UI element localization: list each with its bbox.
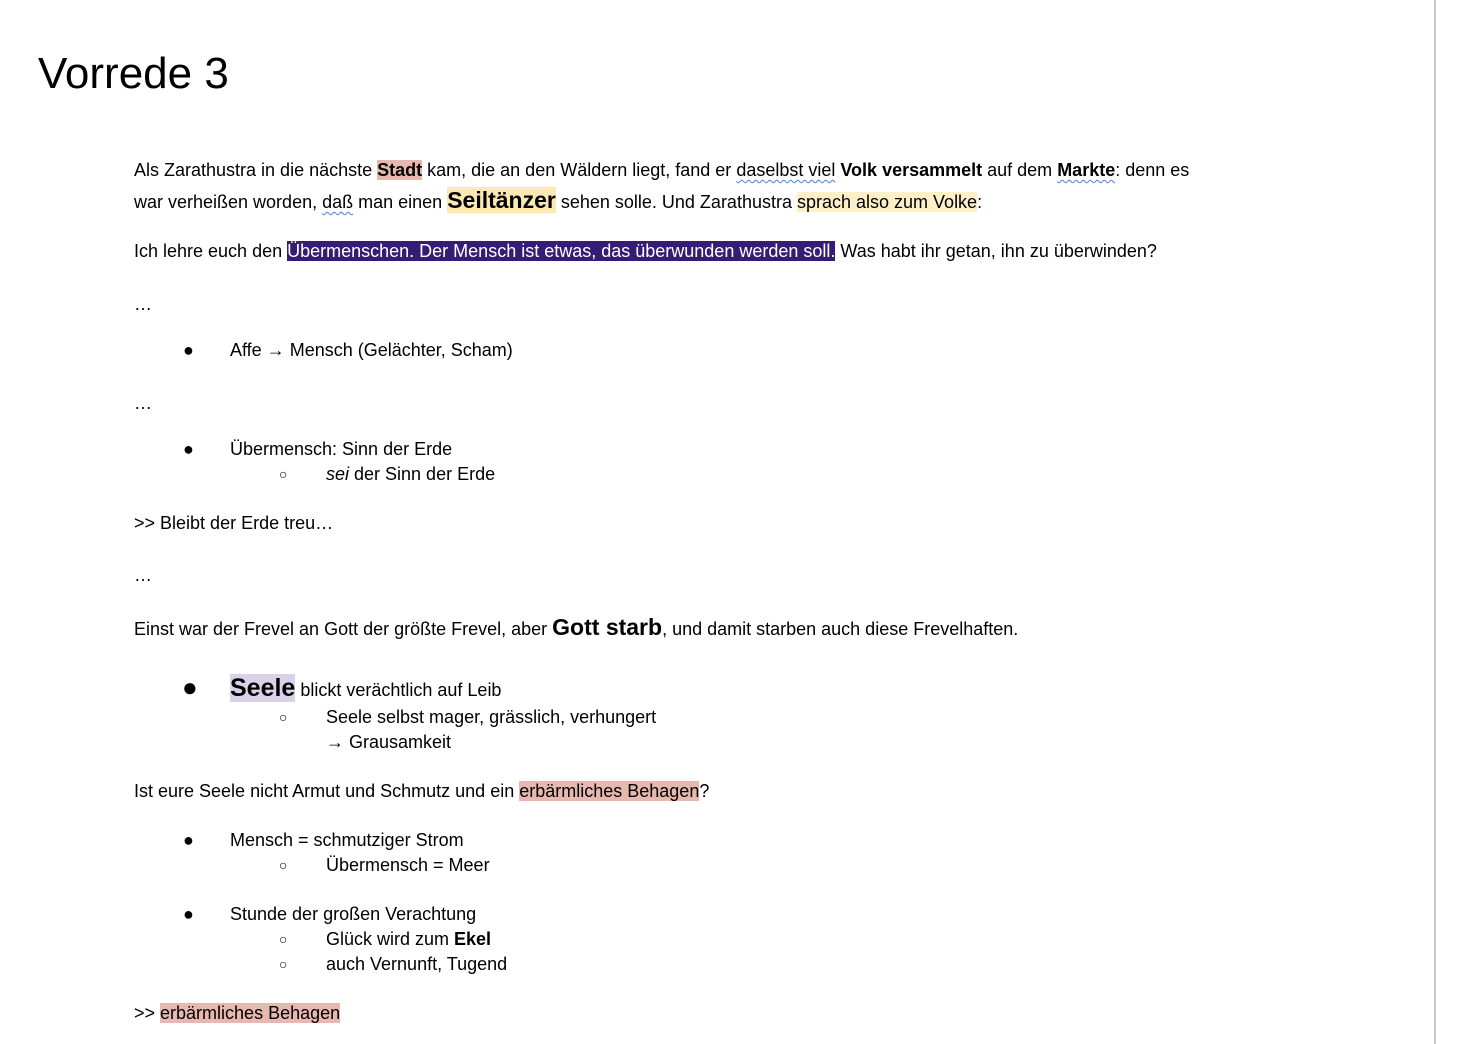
highlight-uebermenschen: Übermenschen. Der Mensch ist etwas, das überwunden werden soll. — [287, 241, 836, 261]
text-span: der Sinn der Erde — [349, 464, 496, 484]
circle-bullet-icon: ○ — [279, 857, 288, 873]
quote-line[interactable] — [134, 999, 340, 1027]
text-span: >> — [134, 1003, 161, 1023]
text-span: , und damit starben auch diese Frevelhaften. — [662, 619, 1019, 639]
bold-ekel: Ekel — [454, 929, 492, 949]
text-span: Als Zarathustra in die nächste — [134, 160, 378, 180]
paragraph-line[interactable] — [134, 186, 982, 216]
sub-list-item[interactable]: Übermensch = Meer — [326, 855, 490, 875]
text-span: auf dem — [982, 160, 1058, 180]
sub-list-item[interactable] — [326, 460, 495, 488]
spellcheck-word[interactable]: daß — [322, 192, 354, 212]
list-item[interactable]: Übermensch: Sinn der Erde — [230, 439, 453, 459]
text-span: Ist eure Seele nicht Armut und Schmutz und ein — [134, 781, 520, 801]
text-span: ? — [699, 781, 710, 801]
highlight-seiltaenzer: Seiltänzer — [447, 187, 556, 213]
paragraph-line[interactable] — [134, 777, 709, 805]
sub-list-item[interactable] — [326, 925, 491, 953]
circle-bullet-icon: ○ — [279, 931, 288, 947]
ellipsis-line[interactable]: … — [134, 393, 152, 413]
highlight-sprach: sprach also zum Volke — [796, 192, 978, 212]
sub-list-item[interactable]: auch Vernunft, Tugend — [326, 954, 508, 974]
text-span: man einen — [353, 192, 448, 212]
bullet-icon: ● — [183, 830, 194, 850]
text-span: : — [977, 192, 983, 212]
bullet-icon: ● — [183, 340, 194, 360]
ellipsis-line[interactable]: … — [134, 294, 152, 314]
text-span: Glück wird zum — [326, 929, 455, 949]
list-item[interactable]: Affe → Mensch (Gelächter, Scham) — [230, 340, 513, 360]
text-span: war verheißen worden, — [134, 192, 323, 212]
paragraph-line[interactable] — [134, 613, 1018, 643]
bold-volk: Volk versammelt — [840, 160, 983, 180]
highlight-behagen: erbärmliches Behagen — [160, 1003, 341, 1023]
scrollbar-gutter[interactable] — [1436, 0, 1458, 1044]
circle-bullet-icon: ○ — [279, 466, 288, 482]
text-span: Was habt ihr getan, ihn zu überwinden? — [835, 241, 1157, 261]
quote-line[interactable]: >> Bleibt der Erde treu… — [134, 513, 334, 533]
italic-sei: sei — [326, 464, 350, 484]
bullet-icon: ● — [183, 439, 194, 459]
list-item[interactable]: Mensch = schmutziger Strom — [230, 830, 464, 850]
ellipsis-line[interactable]: … — [134, 565, 152, 585]
text-span: sehen solle. Und Zarathustra — [555, 192, 797, 212]
highlight-stadt: Stadt — [377, 160, 423, 180]
bullet-icon: ● — [182, 672, 198, 702]
sub-list-item[interactable]: Seele selbst mager, grässlich, verhungert — [326, 707, 657, 727]
document-title[interactable]: Vorrede 3 — [38, 49, 229, 98]
bold-gott-starb: Gott starb — [552, 614, 663, 640]
circle-bullet-icon: ○ — [279, 956, 288, 972]
spellcheck-word[interactable]: Markte — [1057, 160, 1116, 180]
bullet-icon: ● — [183, 904, 194, 924]
text-span: : denn es — [1115, 160, 1190, 180]
text-span: Einst war der Frevel an Gott der größte Frevel, aber — [134, 619, 553, 639]
text-span: blickt verächtlich auf Leib — [295, 680, 502, 700]
text-span: Ich lehre euch den — [134, 241, 288, 261]
list-item[interactable] — [230, 674, 501, 704]
paragraph-line[interactable] — [134, 237, 1157, 265]
highlight-seele: Seele — [230, 674, 296, 702]
list-item[interactable]: Stunde der großen Verachtung — [230, 904, 477, 924]
circle-bullet-icon: ○ — [279, 709, 288, 725]
paragraph-line[interactable] — [134, 156, 1189, 184]
sub-list-item-continuation[interactable]: → Grausamkeit — [326, 732, 452, 752]
text-span: kam, die an den Wäldern liegt, fand er — [422, 160, 737, 180]
highlight-behagen: erbärmliches Behagen — [519, 781, 700, 801]
spellcheck-word[interactable]: daselbst viel — [736, 160, 836, 180]
